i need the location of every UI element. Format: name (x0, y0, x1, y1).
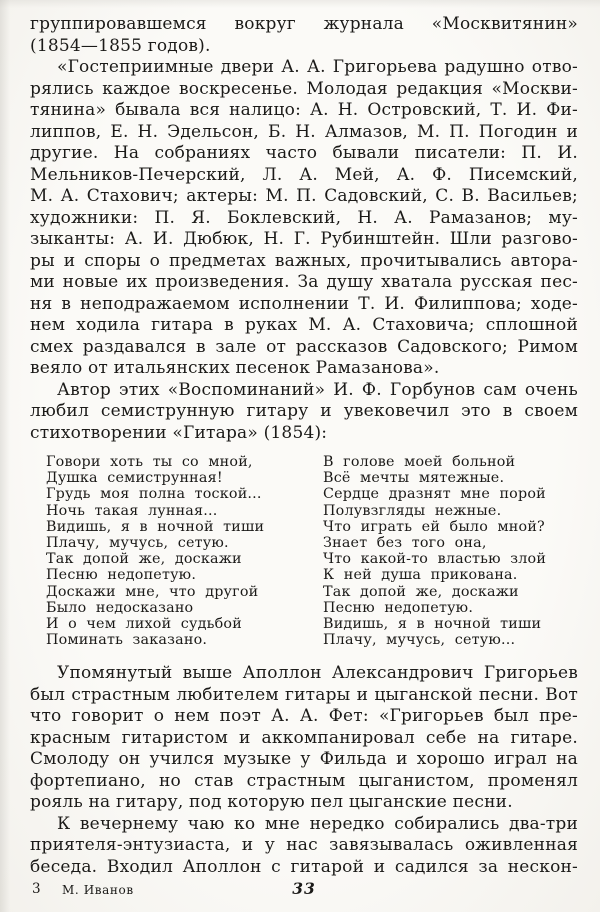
text-line: беседа. Входил Аполлон с гитарой и садился за нескон- (30, 856, 578, 877)
poem-line: Песню недопетую. (46, 567, 197, 584)
text-line: красным гитаристом и аккомпанировал себе на гитаре. (30, 727, 578, 748)
poem-line: В голове моей больной (323, 454, 516, 470)
paragraph-evening-tea (30, 814, 578, 879)
text-line: Мельников-Печерский, Л. А. Мей, А. Ф. Писемский, (30, 164, 578, 185)
poem-line: Душка семиструнная! (46, 470, 223, 487)
text-line: ня в неподражаемом исполнении Т. И. Филиппова; ходе- (30, 293, 578, 314)
poem-line: Полувзгляды нежные. (323, 502, 502, 519)
poem-line: Знает без того она, (323, 535, 487, 552)
paragraph-grigoriev-fet (30, 663, 578, 814)
text-line: веяло от итальянских песенок Рамазанова». (30, 358, 440, 378)
text-block (30, 14, 578, 878)
text-line: (1854—1855 годов). (30, 35, 211, 56)
text-line: тянина» бывала вся налицо: А. Н. Островский, Т. И. Фи- (30, 100, 578, 120)
text-line: другие. На собраниях часто бывали писатели: П. И. (30, 143, 578, 163)
poem-line: Плачу, мучусь, сетую... (323, 632, 516, 649)
poem-gitara (46, 454, 578, 648)
signature-number: 3 (32, 881, 41, 897)
text-line: «Гостеприимные двери А. А. Григорьева радушно отво- (57, 57, 578, 77)
poem-line: Было недосказано (46, 599, 194, 616)
poem-line: Говори хоть ты со мной, (46, 454, 253, 470)
poem-line: Плачу, мучусь, сетую. (46, 535, 229, 552)
text-line: липпов, Е. Н. Эдельсон, Б. Н. Алмазов, М. П. Погодин и (30, 121, 578, 142)
poem-line: Поминать заказано. (46, 632, 208, 649)
poem-column-left (46, 454, 323, 648)
text-line: зыканты: А. И. Дюбюк, Н. Г. Рубинштейн. Шли разгово- (30, 229, 578, 249)
paragraph-memoir-quote (30, 57, 578, 380)
paragraph-continuation (30, 14, 578, 57)
text-line: любил семиструнную гитару и увековечил это в своем (30, 401, 578, 421)
poem-line: Ночь такая лунная... (46, 502, 218, 519)
poem-line: Видишь, я в ночной тиши (46, 518, 265, 535)
text-line: М. А. Стахович; актеры: М. П. Садовский, С. В. Васильев; (30, 186, 578, 206)
poem-column-right (323, 454, 578, 648)
poem-line: Что какой-то властью злой (323, 551, 547, 568)
page-number: 33 (292, 879, 316, 898)
poem-line: Что играть ей было мной? (323, 518, 545, 535)
poem-line: Всё мечты мятежные. (323, 470, 505, 487)
poem-line: Видишь, я в ночной тиши (323, 616, 542, 633)
text-line: что говорит о нем поэт А. А. Фет: «Григорьев был пре- (30, 706, 578, 727)
text-line: был страстным любителем гитары и цыганской песни. Вот (30, 684, 578, 705)
poem-line: К ней душа прикована. (323, 567, 518, 584)
text-line: рояль на гитару, под которую пел цыганские песни. (30, 792, 513, 813)
text-line: фортепиано, но став страстным цыганистом, променял (30, 770, 578, 791)
text-line: Смолоду он учился музыке у Фильда и хорошо играл на (30, 749, 578, 770)
poem-line: Так допой же, доскажи (46, 551, 242, 568)
poem-line: И о чем лихой судьбой (46, 616, 242, 633)
text-line: К вечернему чаю ко мне нередко собирались два-три (57, 813, 578, 834)
paragraph-gorbunov-intro (30, 380, 578, 445)
poem-line: Так допой же, доскажи (323, 583, 519, 600)
page-footer (30, 879, 578, 899)
text-line: смех раздавался в зале от рассказов Садовского; Римом (30, 336, 578, 357)
poem-line: Доскажи мне, что другой (46, 583, 259, 600)
text-line: Автор этих «Воспоминаний» И. Ф. Горбунов сам очень (57, 379, 578, 400)
author-name: М. Иванов (62, 883, 134, 897)
text-line: ры и споры о предметах важных, прочитывались автора- (30, 250, 578, 271)
text-line: ми новые их произведения. За душу хватала русская пес- (30, 272, 578, 292)
poem-line: Грудь моя полна тоской... (46, 486, 262, 503)
poem-line: Песню недопетую. (323, 599, 474, 616)
text-line: Упомянутый выше Аполлон Александрович Григорьев (57, 663, 578, 684)
text-line: нем ходила гитара в руках М. А. Стаховича; сплошной (30, 315, 578, 335)
poem-line: Сердце дразнят мне порой (323, 486, 546, 503)
text-line: группировавшемся вокруг журнала «Москвитянин» (30, 14, 578, 34)
text-line: рялись каждое воскресенье. Молодая редакция «Москви- (30, 78, 578, 99)
text-line: стихотворении «Гитара» (1854): (30, 422, 328, 443)
text-line: приятеля-энтузиаста, и у нас завязывалась оживленная (30, 835, 578, 856)
text-line: художники: П. Я. Боклевский, Н. А. Рамазанов; му- (30, 207, 578, 228)
